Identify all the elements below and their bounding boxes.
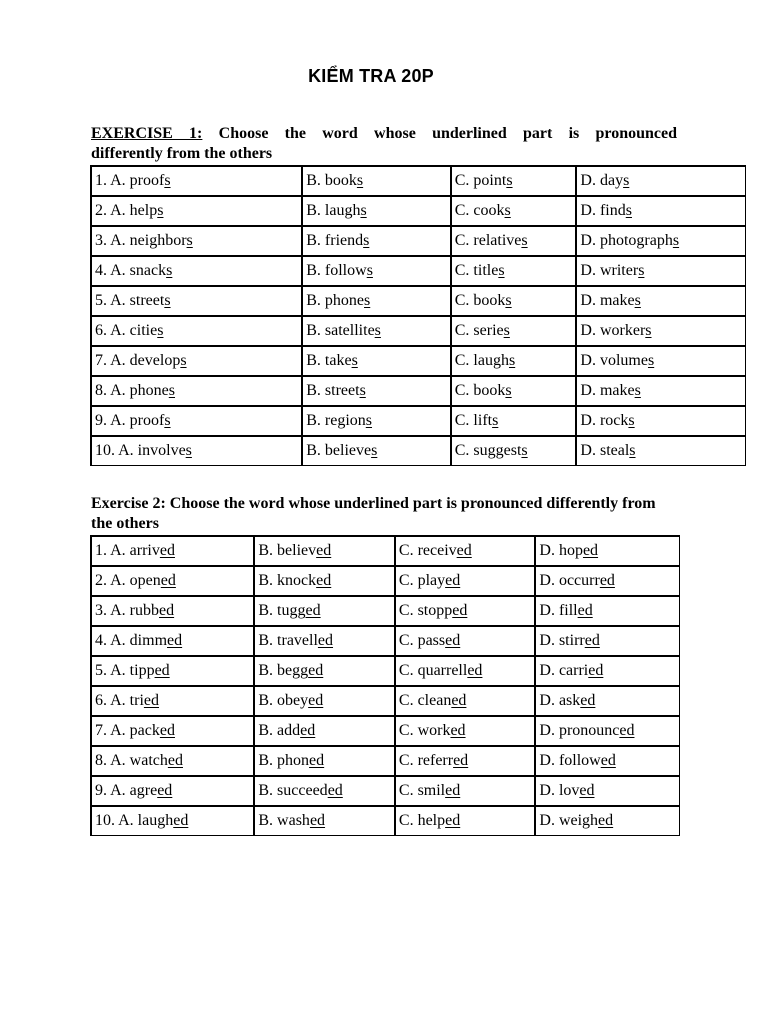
option-word-stem: B. take — [306, 351, 352, 369]
option-word-stem: D. steal — [580, 441, 630, 459]
option-underlined-part: ed — [445, 811, 461, 829]
option-word-stem: C. clean — [398, 691, 452, 709]
option-word-stem: B. obey — [258, 691, 309, 709]
exercise-2-table — [90, 535, 680, 836]
option-underlined-part: s — [628, 411, 635, 429]
option-cell — [576, 436, 745, 465]
option-word-stem: C. receiv — [398, 541, 457, 559]
option-cell — [576, 286, 745, 316]
option-cell — [395, 746, 536, 776]
table-row — [91, 256, 745, 286]
table-row — [91, 626, 679, 656]
option-word-stem: 1. A. arriv — [95, 541, 160, 559]
option-cell — [91, 406, 302, 436]
table-row — [91, 596, 679, 626]
option-underlined-part: ed — [300, 721, 316, 739]
option-underlined-part: ed — [452, 601, 468, 619]
option-cell — [535, 626, 679, 656]
table-row — [91, 286, 745, 316]
option-underlined-part: ed — [577, 601, 593, 619]
option-word-stem: B. tugg — [258, 601, 306, 619]
option-underlined-part: s — [505, 291, 512, 309]
option-underlined-part: s — [638, 261, 645, 279]
option-cell — [535, 716, 679, 746]
option-cell — [302, 286, 451, 316]
option-word-stem: B. laugh — [306, 201, 361, 219]
option-word-stem: D. make — [580, 381, 635, 399]
option-underlined-part: ed — [308, 661, 324, 679]
option-word-stem: B. add — [258, 721, 301, 739]
option-word-stem: 2. A. open — [95, 571, 161, 589]
option-cell — [576, 346, 745, 376]
option-word-stem: 2. A. help — [95, 201, 158, 219]
option-underlined-part: s — [356, 171, 364, 189]
option-underlined-part: ed — [456, 541, 472, 559]
option-word-stem: C. suggest — [454, 441, 522, 459]
option-underlined-part: ed — [579, 781, 595, 799]
option-word-stem: 3. A. rubb — [95, 601, 159, 619]
option-underlined-part: s — [645, 321, 652, 339]
option-cell — [91, 716, 254, 746]
option-underlined-part: ed — [157, 781, 173, 799]
option-cell — [451, 316, 577, 346]
option-cell — [395, 716, 536, 746]
option-cell — [91, 746, 254, 776]
option-underlined-part: s — [365, 411, 373, 429]
option-underlined-part: s — [498, 261, 505, 279]
option-word-stem: C. smil — [398, 781, 446, 799]
option-underlined-part: ed — [160, 571, 176, 589]
option-cell — [395, 626, 536, 656]
option-underlined-part: s — [157, 321, 164, 339]
option-underlined-part: ed — [598, 811, 614, 829]
option-underlined-part: s — [629, 441, 636, 459]
option-word-stem: D. find — [580, 201, 626, 219]
option-underlined-part: s — [672, 231, 680, 249]
table-row — [91, 226, 745, 256]
option-cell — [254, 776, 395, 806]
exercise-1-table — [90, 165, 746, 466]
option-underlined-part: ed — [173, 811, 189, 829]
option-cell — [302, 166, 451, 196]
option-underlined-part: s — [623, 171, 630, 189]
option-underlined-part: ed — [316, 571, 332, 589]
option-underlined-part: s — [506, 171, 513, 189]
option-word-stem: C. cook — [454, 201, 505, 219]
option-cell — [535, 596, 679, 626]
option-word-stem: C. pass — [398, 631, 446, 649]
option-word-stem: 6. A. tri — [95, 691, 144, 709]
option-cell — [91, 596, 254, 626]
option-underlined-part: ed — [453, 751, 469, 769]
option-word-stem: B. street — [306, 381, 360, 399]
option-cell — [91, 226, 302, 256]
option-underlined-part: ed — [451, 691, 467, 709]
option-word-stem: D. rock — [580, 411, 629, 429]
option-word-stem: 10. A. laugh — [95, 811, 174, 829]
option-underlined-part: s — [186, 231, 193, 249]
option-cell — [395, 566, 536, 596]
option-underlined-part: s — [166, 261, 173, 279]
option-cell — [91, 656, 254, 686]
table-row — [91, 536, 679, 566]
option-cell — [395, 656, 536, 686]
option-underlined-part: s — [168, 381, 176, 399]
option-word-stem: D. occurr — [539, 571, 600, 589]
option-cell — [535, 536, 679, 566]
page-title: KIỂM TRA 20P — [308, 66, 434, 86]
option-word-stem: B. travell — [258, 631, 318, 649]
option-cell — [395, 806, 536, 835]
option-word-stem: C. relative — [454, 231, 522, 249]
option-cell — [576, 256, 745, 286]
option-cell — [451, 196, 577, 226]
option-underlined-part: ed — [619, 721, 635, 739]
option-word-stem: 3. A. neighbor — [95, 231, 187, 249]
option-word-stem: B. satellite — [306, 321, 375, 339]
option-underlined-part: ed — [327, 781, 343, 799]
option-underlined-part: s — [366, 261, 373, 279]
option-word-stem: C. laugh — [454, 351, 509, 369]
option-cell — [302, 436, 451, 465]
option-underlined-part: ed — [308, 691, 324, 709]
option-underlined-part: ed — [582, 541, 599, 559]
option-word-stem: 4. A. dimm — [95, 631, 168, 649]
option-underlined-part: s — [504, 201, 511, 219]
option-word-stem: 7. A. pack — [95, 721, 160, 739]
option-underlined-part: s — [157, 201, 164, 219]
option-underlined-part: ed — [309, 811, 326, 829]
option-word-stem: B. begg — [258, 661, 309, 679]
option-word-stem: C. lift — [454, 411, 493, 429]
option-cell — [254, 656, 395, 686]
option-cell — [395, 536, 536, 566]
option-cell — [576, 166, 745, 196]
option-cell — [91, 776, 254, 806]
option-cell — [254, 566, 395, 596]
option-underlined-part: s — [634, 291, 641, 309]
option-cell — [451, 166, 577, 196]
option-cell — [576, 376, 745, 406]
option-cell — [254, 596, 395, 626]
option-underlined-part: s — [359, 381, 366, 399]
option-underlined-part: s — [647, 351, 655, 369]
option-cell — [91, 346, 302, 376]
option-cell — [302, 226, 451, 256]
option-underlined-part: ed — [317, 631, 334, 649]
option-underlined-part: ed — [159, 541, 175, 559]
option-underlined-part: ed — [305, 601, 321, 619]
table-row — [91, 806, 679, 835]
option-underlined-part: ed — [580, 691, 596, 709]
option-word-stem: B. believ — [258, 541, 317, 559]
option-word-stem: B. follow — [306, 261, 367, 279]
option-word-stem: D. worker — [580, 321, 646, 339]
option-cell — [535, 746, 679, 776]
option-cell — [91, 376, 302, 406]
option-cell — [451, 436, 577, 465]
option-cell — [451, 346, 577, 376]
option-word-stem: D. hop — [539, 541, 583, 559]
option-underlined-part: ed — [309, 751, 325, 769]
option-word-stem: 10. A. involve — [95, 441, 186, 459]
option-word-stem: 9. A. proof — [95, 411, 165, 429]
exercise-1-instruction — [91, 124, 677, 164]
option-word-stem: 8. A. watch — [95, 751, 168, 769]
option-word-stem: B. knock — [258, 571, 317, 589]
option-cell — [91, 806, 254, 835]
option-word-stem: C. referr — [398, 751, 454, 769]
table-row — [91, 436, 745, 465]
table-row — [91, 376, 745, 406]
table-row — [91, 656, 679, 686]
option-word-stem: C. work — [398, 721, 451, 739]
option-cell — [254, 806, 395, 835]
option-word-stem: D. weigh — [539, 811, 599, 829]
option-cell — [576, 406, 745, 436]
table-row — [91, 716, 679, 746]
option-cell — [91, 686, 254, 716]
option-underlined-part: s — [625, 201, 632, 219]
table-row — [91, 316, 745, 346]
option-underlined-part: ed — [316, 541, 332, 559]
option-word-stem: B. phon — [258, 751, 310, 769]
option-cell — [451, 256, 577, 286]
option-underlined-part: ed — [159, 721, 175, 739]
option-word-stem: D. lov — [539, 781, 580, 799]
option-cell — [535, 566, 679, 596]
option-word-stem: D. follow — [539, 751, 601, 769]
option-underlined-part: ed — [167, 631, 183, 649]
option-word-stem: D. fill — [539, 601, 578, 619]
option-cell — [451, 406, 577, 436]
option-underlined-part: ed — [584, 631, 600, 649]
option-word-stem: 1. A. proof — [95, 171, 165, 189]
option-word-stem: D. pronounc — [539, 721, 620, 739]
option-underlined-part: ed — [154, 661, 170, 679]
option-cell — [91, 536, 254, 566]
option-underlined-part: s — [503, 321, 510, 339]
option-cell — [254, 626, 395, 656]
option-cell — [395, 596, 536, 626]
option-word-stem: D. carri — [539, 661, 589, 679]
table-row — [91, 346, 745, 376]
option-underlined-part: s — [374, 321, 381, 339]
option-cell — [302, 346, 451, 376]
option-underlined-part: ed — [445, 571, 461, 589]
option-underlined-part: s — [521, 441, 528, 459]
option-word-stem: D. ask — [539, 691, 581, 709]
option-cell — [91, 436, 302, 465]
option-word-stem: B. book — [306, 171, 357, 189]
option-word-stem: C. point — [454, 171, 507, 189]
option-word-stem: C. book — [454, 291, 506, 309]
option-underlined-part: s — [164, 171, 171, 189]
option-word-stem: 8. A. phone — [95, 381, 169, 399]
option-word-stem: B. succeed — [258, 781, 328, 799]
option-underlined-part: ed — [445, 781, 461, 799]
option-underlined-part: s — [371, 441, 378, 459]
option-cell — [91, 316, 302, 346]
option-underlined-part: ed — [600, 751, 616, 769]
option-word-stem: D. writer — [580, 261, 639, 279]
option-cell — [302, 256, 451, 286]
option-word-stem: C. quarrell — [398, 661, 468, 679]
option-underlined-part: ed — [143, 691, 159, 709]
option-word-stem: B. wash — [258, 811, 310, 829]
option-cell — [91, 566, 254, 596]
option-underlined-part: ed — [159, 601, 175, 619]
option-word-stem: D. volume — [580, 351, 648, 369]
option-word-stem: C. book — [454, 381, 506, 399]
exercise-1-instruction-line1: Choose the word whose underlined part is pronounced — [202, 125, 678, 142]
option-underlined-part: s — [180, 351, 187, 369]
option-word-stem: D. stirr — [539, 631, 585, 649]
option-cell — [535, 686, 679, 716]
option-underlined-part: s — [634, 381, 641, 399]
option-cell — [535, 806, 679, 835]
option-cell — [576, 316, 745, 346]
option-underlined-part: s — [521, 231, 528, 249]
table-row — [91, 776, 679, 806]
option-underlined-part: s — [185, 441, 192, 459]
option-cell — [576, 196, 745, 226]
option-underlined-part: s — [492, 411, 499, 429]
table-row — [91, 566, 679, 596]
option-underlined-part: ed — [467, 661, 483, 679]
option-word-stem: C. serie — [454, 321, 504, 339]
option-cell — [302, 196, 451, 226]
option-cell — [91, 166, 302, 196]
exercise-2-instruction: Exercise 2: Choose the word whose underlined part is pronounced differently from the others — [91, 495, 656, 532]
option-cell — [395, 776, 536, 806]
option-cell — [535, 776, 679, 806]
option-cell — [91, 196, 302, 226]
option-underlined-part: ed — [588, 661, 604, 679]
option-underlined-part: s — [360, 201, 367, 219]
option-underlined-part: s — [164, 411, 171, 429]
option-cell — [254, 716, 395, 746]
option-word-stem: B. friend — [306, 231, 364, 249]
option-cell — [302, 376, 451, 406]
option-underlined-part: s — [164, 291, 171, 309]
option-word-stem: D. photograph — [580, 231, 673, 249]
table-row — [91, 746, 679, 776]
option-underlined-part: ed — [450, 721, 466, 739]
option-cell — [451, 376, 577, 406]
table-row — [91, 406, 745, 436]
option-cell — [576, 226, 745, 256]
option-word-stem: D. day — [580, 171, 624, 189]
option-cell — [91, 256, 302, 286]
option-word-stem: C. title — [454, 261, 499, 279]
option-underlined-part: ed — [167, 751, 183, 769]
option-cell — [91, 626, 254, 656]
option-underlined-part: s — [505, 381, 512, 399]
option-cell — [395, 686, 536, 716]
option-cell — [91, 286, 302, 316]
option-cell — [254, 686, 395, 716]
option-word-stem: 7. A. develop — [95, 351, 181, 369]
option-word-stem: B. region — [306, 411, 366, 429]
option-word-stem: 5. A. tipp — [95, 661, 155, 679]
option-word-stem: 9. A. agre — [95, 781, 158, 799]
table-row — [91, 686, 679, 716]
option-word-stem: 6. A. citie — [95, 321, 158, 339]
option-word-stem: C. stopp — [398, 601, 453, 619]
option-word-stem: 4. A. snack — [95, 261, 167, 279]
option-word-stem: C. play — [398, 571, 446, 589]
option-cell — [254, 536, 395, 566]
option-word-stem: D. make — [580, 291, 635, 309]
option-cell — [302, 316, 451, 346]
option-cell — [254, 746, 395, 776]
option-word-stem: 5. A. street — [95, 291, 165, 309]
option-word-stem: C. help — [398, 811, 446, 829]
table-row — [91, 166, 745, 196]
exercise-1-label: EXERCISE 1: — [91, 125, 203, 142]
option-underlined-part: s — [508, 351, 516, 369]
option-cell — [451, 226, 577, 256]
option-cell — [535, 656, 679, 686]
exercise-1-instruction-line2: differently from the others — [91, 145, 273, 162]
option-cell — [451, 286, 577, 316]
option-underlined-part: s — [351, 351, 358, 369]
table-row — [91, 196, 745, 226]
option-underlined-part: ed — [599, 571, 615, 589]
option-underlined-part: s — [363, 231, 370, 249]
option-underlined-part: s — [364, 291, 371, 309]
option-cell — [302, 406, 451, 436]
option-word-stem: B. phone — [306, 291, 365, 309]
option-underlined-part: ed — [445, 631, 461, 649]
option-word-stem: B. believe — [306, 441, 372, 459]
